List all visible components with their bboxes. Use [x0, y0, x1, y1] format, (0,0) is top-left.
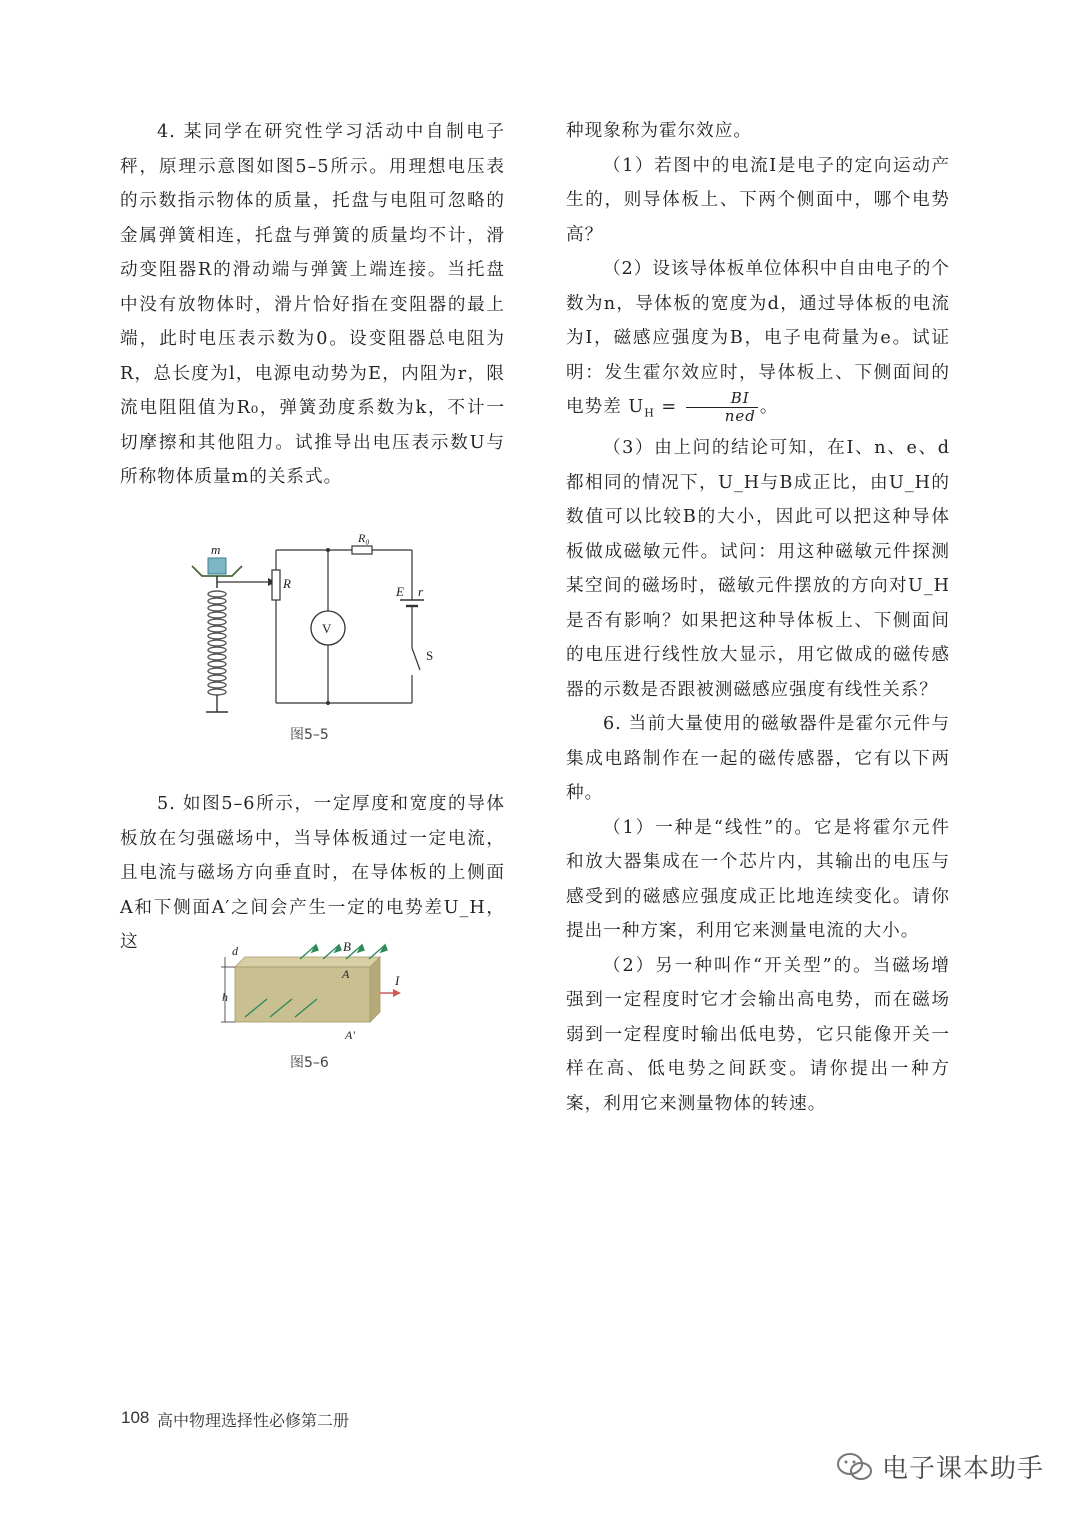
- question-6: 6. 当前大量使用的磁敏器件是霍尔元件与集成电路制作在一起的磁传感器，它有以下两种。: [566, 714, 950, 804]
- label-S: S: [426, 648, 434, 663]
- figure-5-5-circuit: [180, 531, 440, 720]
- spring: [208, 591, 226, 695]
- part-2-subscript: H: [644, 406, 655, 420]
- watermark-text: 电子课本助手: [882, 1454, 1045, 1484]
- label-E: E: [396, 584, 404, 599]
- caption-5-6: 图5–6: [290, 1055, 329, 1071]
- part-2-text: （2）设该导体板单位体积中自由电子的个数为n，导体板的宽度为d，通过导体板的电流为I，磁感应强度为B，电子电荷量为e。试证明：发生霍尔效应时，导体板上、下侧面间的电势差 U: [566, 259, 950, 417]
- label-m: m: [211, 542, 221, 557]
- label-V: V: [322, 621, 332, 636]
- left-column: [120, 115, 505, 495]
- caption-5-5: 图5–5: [290, 727, 329, 743]
- wechat-icon: [836, 1451, 874, 1483]
- label-A-prime: A′: [345, 1028, 355, 1042]
- label-r: r: [418, 584, 424, 599]
- book-title: 高中物理选择性必修第二册: [157, 1411, 350, 1430]
- question-5-part-3: （3）由上问的结论可知，在I、n、e、d都相同的情况下，U_H与B成正比，由U_H的数值可以比较B的大小，因此可以把这种导体板做成磁敏元件。试问：用这种磁敏元件探测某空间的磁场时，磁敏元件摆放的方向对U_H是否有影响？如果把这种导体板上、下侧面间的电压进行线性放大显示，用它做成的磁传感器的示数是否跟被测磁感应强度有线性关系？: [566, 438, 950, 700]
- page-number: 108: [121, 1408, 150, 1427]
- question-6-part-1: （1）一种是“线性”的。它是将霍尔元件和放大器集成在一个芯片内，其输出的电压与感受到的磁感应强度成正比地连续变化。请你提出一种方案，利用它来测量电流的大小。: [566, 817, 950, 942]
- label-A: A: [342, 967, 350, 981]
- part-2-equals: =: [654, 397, 684, 417]
- label-I: I: [395, 973, 400, 988]
- question-6-part-2: （2）另一种叫作“开关型”的。当磁场增强到一定程度时它才会输出高电势，而在磁场弱到一定程度时输出低电势，它只能像开关一样在高、低电势之间跃变。请你提出一种方案，利用它来测量物体的转速。: [566, 955, 950, 1114]
- mass-block: [208, 558, 226, 574]
- left-column-q5: [120, 787, 505, 960]
- fraction-numerator: BI: [686, 390, 758, 408]
- label-h: h: [222, 990, 228, 1004]
- rheostat: [272, 570, 280, 600]
- question-5-part-1: （1）若图中的电流I是电子的定向运动产生的，则导体板上、下两个侧面中，哪个电势高？: [566, 155, 950, 245]
- figure-5-6-plate: [215, 935, 415, 1045]
- label-d: d: [232, 944, 238, 958]
- question-5-continued: 种现象称为霍尔效应。: [566, 121, 752, 141]
- label-R0: R₀: [358, 531, 370, 545]
- hall-voltage-fraction: [686, 390, 758, 424]
- question-4: 4. 某同学在研究性学习活动中自制电子秤，原理示意图如图5–5所示。用理想电压表的示数指示物体的质量，托盘与电阻可忽略的金属弹簧相连，托盘与弹簧的质量均不计，滑动变阻器R的滑动端与弹簧上端连接。当托盘中没有放物体时，滑片恰好指在变阻器的最上端，此时电压表示数为0。设变阻器总电阻为R，总长度为l，电源电动势为E，内阻为r，限流电阻阻值为R₀，弹簧劲度系数为k，不计一切摩擦和其他阻力。试推导出电压表示数U与所称物体质量m的关系式。: [120, 122, 505, 487]
- fraction-denominator: ned: [724, 406, 756, 425]
- question-5: 5. 如图5–6所示，一定厚度和宽度的导体板放在匀强磁场中，当导体板通过一定电流，且电流与磁场方向垂直时，在导体板的上侧面A和下侧面A′之间会产生一定的电势差U_H，这: [120, 794, 505, 952]
- resistor-R0: [352, 546, 372, 554]
- question-5-part-2: [566, 252, 950, 431]
- watermark: [836, 1448, 1044, 1485]
- part-2-end: 。: [759, 397, 779, 417]
- label-R: R: [283, 576, 291, 591]
- label-B: B: [343, 939, 351, 954]
- right-column: [566, 114, 950, 1121]
